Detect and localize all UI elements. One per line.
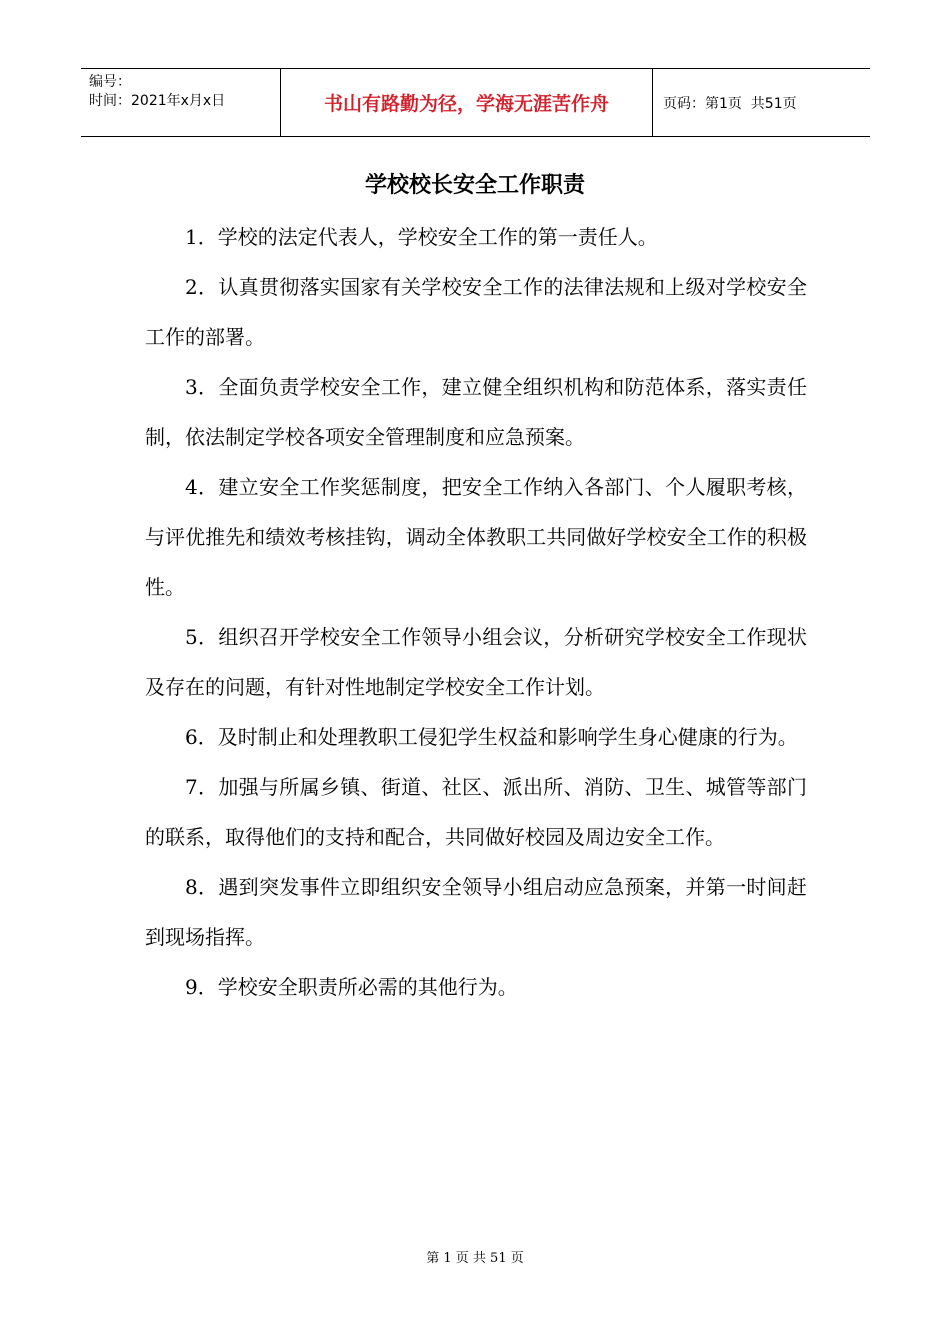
paragraph-2: 2．认真贯彻落实国家有关学校安全工作的法律法规和上级对学校安全工作的部署。 xyxy=(145,275,807,349)
paragraph-7: 7．加强与所属乡镇、街道、社区、派出所、消防、卫生、城管等部门的联系，取得他们的支持和配合，共同做好校园及周边安全工作。 xyxy=(145,775,807,849)
paragraph-3: 3．全面负责学校安全工作，建立健全组织机构和防范体系，落实责任制，依法制定学校各项安全管理制度和应急预案。 xyxy=(145,375,807,449)
document-body xyxy=(145,212,807,1012)
paragraph-1: 1．学校的法定代表人，学校安全工作的第一责任人。 xyxy=(185,225,658,249)
document-title: 学校校长安全工作职责 xyxy=(364,173,585,198)
document-date-label: 时间：2021年x月x日 xyxy=(89,93,226,109)
document-number-label: 编号： xyxy=(89,74,131,90)
paragraph-4: 4．建立安全工作奖惩制度，把安全工作纳入各部门、个人履职考核，与评优推先和绩效考核挂钩，调动全体教职工共同做好学校安全工作的积极性。 xyxy=(145,475,807,599)
header-table xyxy=(81,68,870,137)
header-meta-cell xyxy=(81,69,281,136)
paragraph-9: 9．学校安全职责所必需的其他行为。 xyxy=(185,975,518,999)
paragraph-6: 6．及时制止和处理教职工侵犯学生权益和影响学生身心健康的行为。 xyxy=(185,725,798,749)
paragraph-8: 8．遇到突发事件立即组织安全领导小组启动应急预案，并第一时间赶到现场指挥。 xyxy=(145,875,807,949)
page-footer: 第 1 页 共 51 页 xyxy=(426,1251,524,1266)
header-motto: 书山有路勤为径，学海无涯苦作舟 xyxy=(281,69,653,136)
header-page-info: 页码：第1页 共51页 xyxy=(663,95,797,112)
paragraph-5: 5．组织召开学校安全工作领导小组会议，分析研究学校安全工作现状及存在的问题，有针对性地制定学校安全工作计划。 xyxy=(145,625,807,699)
